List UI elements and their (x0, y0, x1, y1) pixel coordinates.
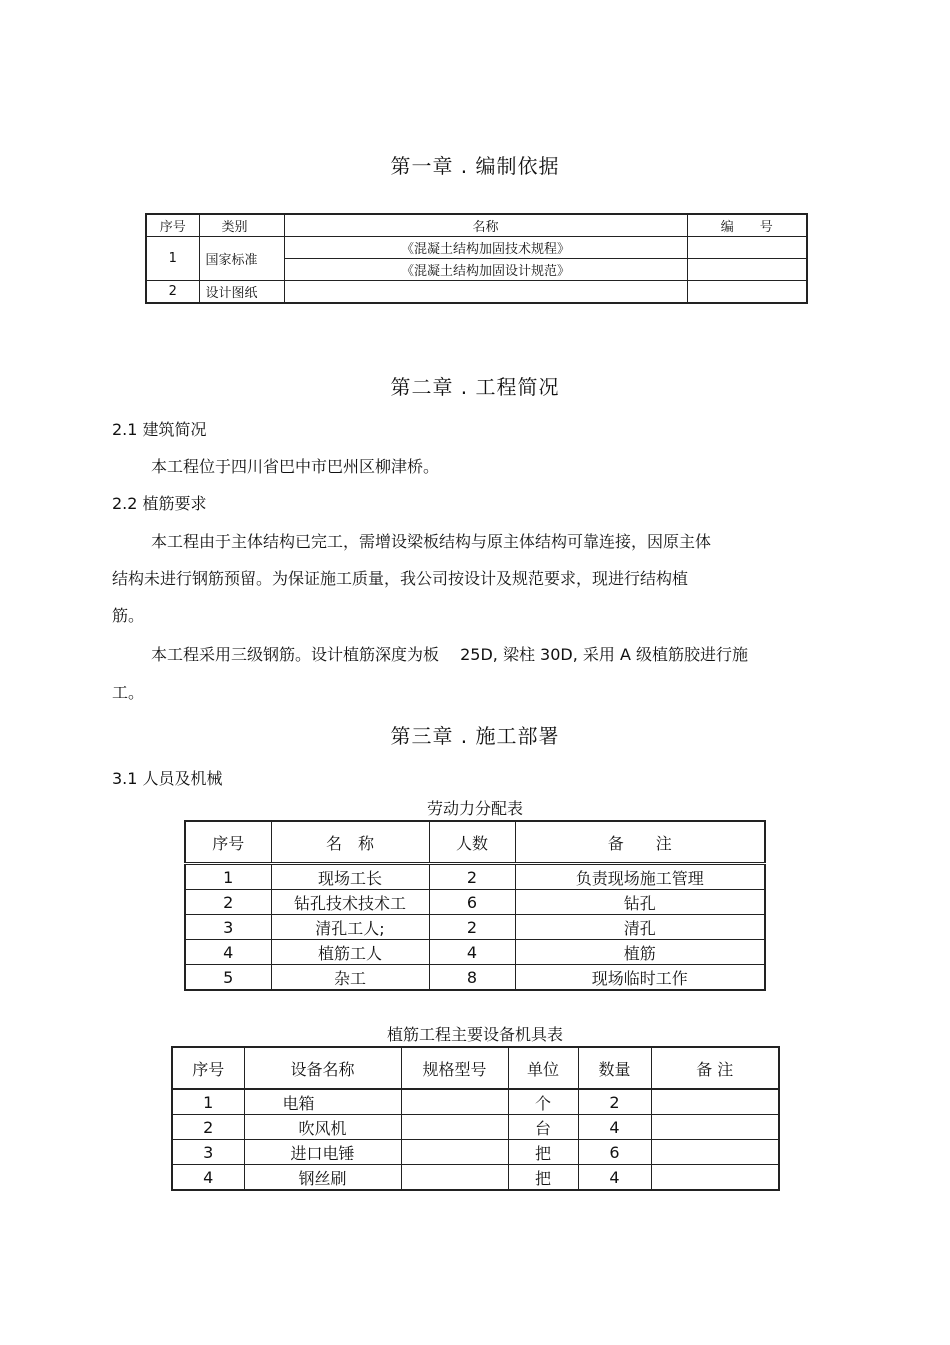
section-3-1-heading: 3.1 人员及机械 (112, 769, 223, 788)
chapter-1-title: 第一章 . 编制依据 (390, 154, 560, 178)
paragraph-line: 工。 (112, 683, 145, 702)
table-row (146, 237, 807, 259)
table-row (185, 965, 765, 991)
table-row (185, 890, 765, 915)
cell: 5 (185, 965, 271, 991)
cell: 植筋 (515, 940, 765, 965)
cell-code (687, 281, 807, 304)
cell: 把 (508, 1140, 578, 1165)
header-cell: 设备名称 (244, 1047, 401, 1089)
equipment-table (171, 1046, 780, 1191)
cell: 6 (578, 1140, 651, 1165)
header-cell: 单位 (508, 1047, 578, 1089)
cell (651, 1165, 779, 1191)
cell: 现场工长 (271, 864, 429, 890)
cell: 3 (185, 915, 271, 940)
section-2-2-heading: 2.2 植筋要求 (112, 494, 207, 513)
section-2-1-text: 本工程位于四川省巴中市巴州区柳津桥。 (151, 457, 440, 476)
header-cell: 备 注 (651, 1047, 779, 1089)
basis-table (145, 213, 808, 304)
paragraph-line: 本工程采用三级钢筋。设计植筋深度为板 25D, 梁柱 30D, 采用 A 级植筋胶进行施 (151, 645, 748, 664)
cell-no: 1 (146, 237, 199, 281)
cell-category: 国家标准 (199, 237, 284, 281)
cell: 吹风机 (244, 1115, 401, 1140)
cell: 4 (578, 1165, 651, 1191)
header-cell: 人数 (429, 821, 515, 864)
table-row (172, 1089, 779, 1115)
header-cell: 序号 (146, 214, 199, 237)
cell: 2 (172, 1115, 244, 1140)
cell: 进口电锤 (244, 1140, 401, 1165)
table-header-row (146, 214, 807, 237)
table-row (172, 1140, 779, 1165)
chapter-2-title: 第二章 . 工程简况 (390, 375, 560, 399)
table-row (172, 1115, 779, 1140)
table-row (185, 915, 765, 940)
table-header-row (185, 821, 765, 864)
header-cell: 名称 (284, 214, 687, 237)
table-row (172, 1165, 779, 1191)
table-row (185, 864, 765, 890)
table-row (146, 281, 807, 304)
cell: 把 (508, 1165, 578, 1191)
cell (651, 1115, 779, 1140)
paragraph-line: 本工程由于主体结构已完工，需增设梁板结构与原主体结构可靠连接，因原主体 (151, 532, 712, 551)
header-cell: 名 称 (271, 821, 429, 864)
cell: 2 (578, 1089, 651, 1115)
cell: 钢丝刷 (244, 1165, 401, 1191)
table-row (185, 940, 765, 965)
cell-code (687, 259, 807, 281)
section-2-1-heading: 2.1 建筑简况 (112, 420, 207, 439)
cell-no: 2 (146, 281, 199, 304)
cell: 4 (429, 940, 515, 965)
cell (401, 1089, 508, 1115)
cell: 电箱 (244, 1089, 401, 1115)
cell-name: 《混凝土结构加固设计规范》 (284, 259, 687, 281)
header-cell: 数量 (578, 1047, 651, 1089)
header-cell: 序号 (172, 1047, 244, 1089)
cell (401, 1115, 508, 1140)
cell: 个 (508, 1089, 578, 1115)
labor-table-caption: 劳动力分配表 (426, 799, 523, 818)
header-cell: 备 注 (515, 821, 765, 864)
cell: 2 (185, 890, 271, 915)
header-cell: 类别 (199, 214, 284, 237)
header-cell: 规格型号 (401, 1047, 508, 1089)
cell (651, 1140, 779, 1165)
cell: 杂工 (271, 965, 429, 991)
cell-name: 《混凝土结构加固技术规程》 (284, 237, 687, 259)
cell: 4 (185, 940, 271, 965)
cell: 6 (429, 890, 515, 915)
cell: 植筋工人 (271, 940, 429, 965)
cell: 现场临时工作 (515, 965, 765, 991)
cell: 3 (172, 1140, 244, 1165)
cell (401, 1140, 508, 1165)
cell (401, 1165, 508, 1191)
cell: 4 (578, 1115, 651, 1140)
cell: 钻孔 (515, 890, 765, 915)
labor-table (184, 820, 766, 991)
cell: 2 (429, 864, 515, 890)
cell-category: 设计图纸 (199, 281, 284, 304)
chapter-3-title: 第三章 . 施工部署 (390, 724, 560, 748)
header-cell: 序号 (185, 821, 271, 864)
cell: 8 (429, 965, 515, 991)
paragraph-line: 筋。 (112, 606, 145, 625)
cell: 1 (185, 864, 271, 890)
cell (651, 1089, 779, 1115)
cell: 钻孔技术技术工 (271, 890, 429, 915)
cell: 2 (429, 915, 515, 940)
table-header-row (172, 1047, 779, 1089)
cell: 1 (172, 1089, 244, 1115)
cell: 负责现场施工管理 (515, 864, 765, 890)
cell: 清孔工人; (271, 915, 429, 940)
cell: 台 (508, 1115, 578, 1140)
cell-code (687, 237, 807, 259)
equipment-table-caption: 植筋工程主要设备机具表 (386, 1025, 563, 1044)
cell: 清孔 (515, 915, 765, 940)
header-cell: 编 号 (687, 214, 807, 237)
cell-name (284, 281, 687, 304)
paragraph-line: 结构未进行钢筋预留。为保证施工质量，我公司按设计及规范要求，现进行结构植 (112, 569, 689, 588)
cell: 4 (172, 1165, 244, 1191)
